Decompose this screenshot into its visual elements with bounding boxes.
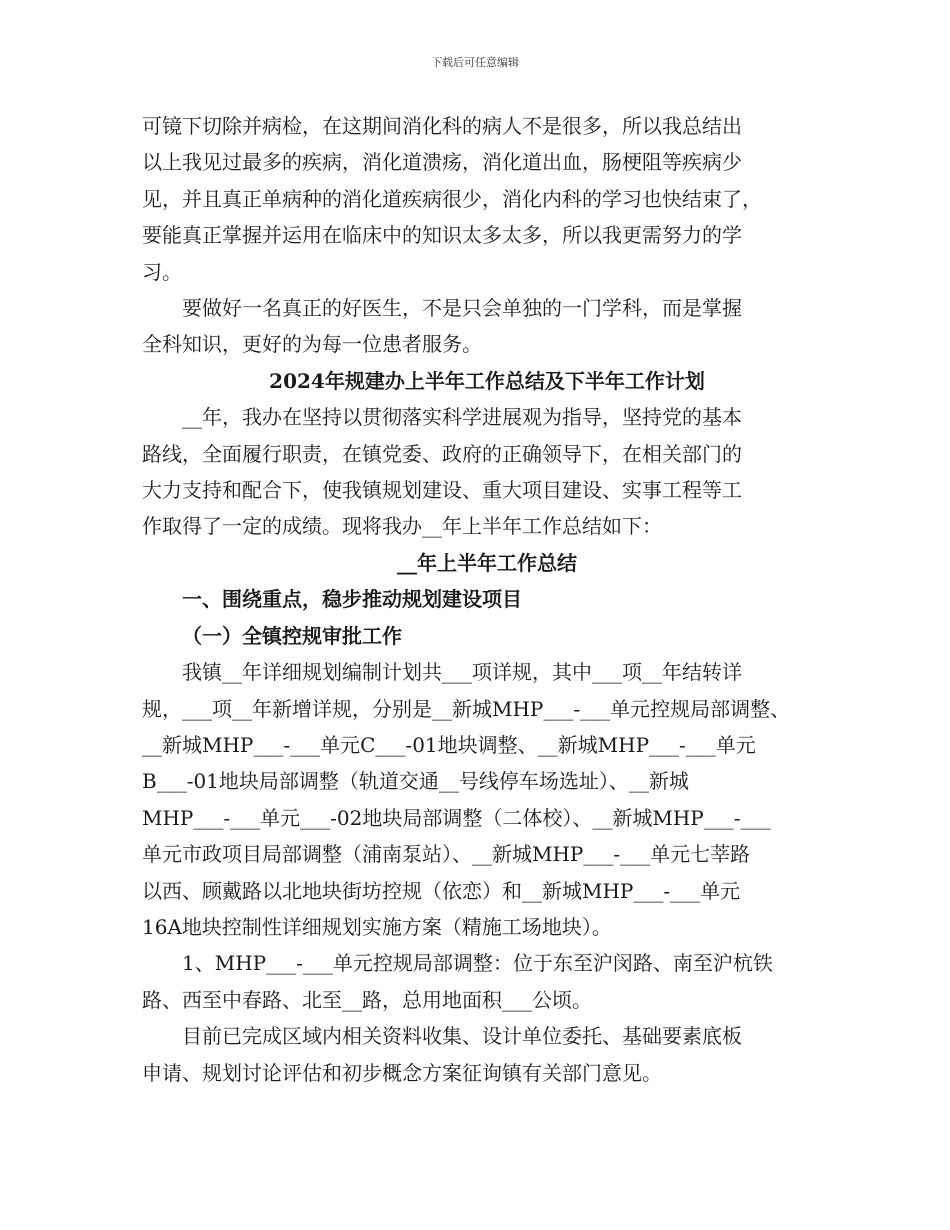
- text-line: 以上我见过最多的疾病，消化道溃疡，消化道出血，肠梗阻等疾病少: [142, 150, 742, 175]
- text-line: B___-01地块局部调整（轨道交通__号线停车场选址）、__新城: [142, 769, 689, 794]
- text-line: MHP___-___单元___-02地块局部调整（二体校）、__新城MHP___-___: [142, 805, 771, 830]
- text-line: 全科知识，更好的为每一位患者服务。: [142, 332, 482, 357]
- text-line: 要能真正掌握并运用在临床中的知识太多太多，所以我更需努力的学: [142, 223, 742, 248]
- document-title: 2024年规建办上半年工作总结及下半年工作计划: [269, 368, 705, 393]
- text-line: 可镜下切除并病检，在这期间消化科的病人不是很多，所以我总结出: [142, 114, 742, 138]
- paragraph-4: [142, 654, 832, 945]
- text-line: 16A地块控制性详细规划实施方案（精施工场地块）。: [142, 914, 612, 939]
- paragraph-5: [142, 945, 832, 1018]
- text-line: __新城MHP___-___单元C___-01地块调整、__新城MHP___-___单元: [142, 732, 756, 757]
- text-line: 单元市政项目局部调整（浦南泵站）、__新城MHP___-___单元七莘路: [142, 842, 751, 867]
- section-heading-1: 一、围绕重点，稳步推动规划建设项目: [182, 587, 522, 612]
- text-line: 我镇__年详细规划编制计划共___项详规，其中___项__年结转详: [182, 660, 742, 685]
- text-line: __年，我办在坚持以贯彻落实科学进展观为指导，坚持党的基本: [182, 405, 742, 430]
- text-line: 申请、规划讨论评估和初步概念方案征询镇有关部门意见。: [142, 1060, 662, 1085]
- text-line: 路线，全面履行职责，在镇党委、政府的正确领导下，在相关部门的: [142, 441, 742, 466]
- text-line: 作取得了一定的成绩。现将我办__年上半年工作总结如下：: [142, 514, 662, 539]
- text-line: 目前已完成区域内相关资料收集、设计单位委托、基础要素底板: [182, 1024, 742, 1049]
- page-header: 下载后可任意编辑: [431, 56, 519, 69]
- text-line: 习。: [142, 259, 182, 284]
- paragraph-2: [142, 290, 832, 363]
- text-line: 见，并且真正单病种的消化道疾病很少，消化内科的学习也快结束了，: [142, 186, 762, 211]
- text-line: 要做好一名真正的好医生，不是只会单独的一门学科，而是掌握: [182, 296, 742, 321]
- section-subtitle: __年上半年工作总结: [397, 550, 577, 575]
- document-body: [142, 108, 832, 1091]
- text-line: 1、MHP___-___单元控规局部调整：位于东至沪闵路、南至沪杭铁: [182, 951, 773, 976]
- text-line: 大力支持和配合下，使我镇规划建设、重大项目建设、实事工程等工: [142, 478, 742, 503]
- text-line: 路、西至中春路、北至__路，总用地面积___公顷。: [142, 987, 592, 1012]
- paragraph-1: [142, 108, 832, 290]
- paragraph-3: [142, 399, 832, 545]
- text-line: 以西、顾戴路以北地块街坊控规（依恋）和__新城MHP___-___单元: [142, 878, 741, 903]
- text-line: 规，___项__年新增详规，分别是__新城MHP___-___单元控规局部调整、: [142, 696, 791, 721]
- paragraph-6: [142, 1018, 832, 1091]
- section-heading-1-1: （一）全镇控规审批工作: [182, 623, 402, 648]
